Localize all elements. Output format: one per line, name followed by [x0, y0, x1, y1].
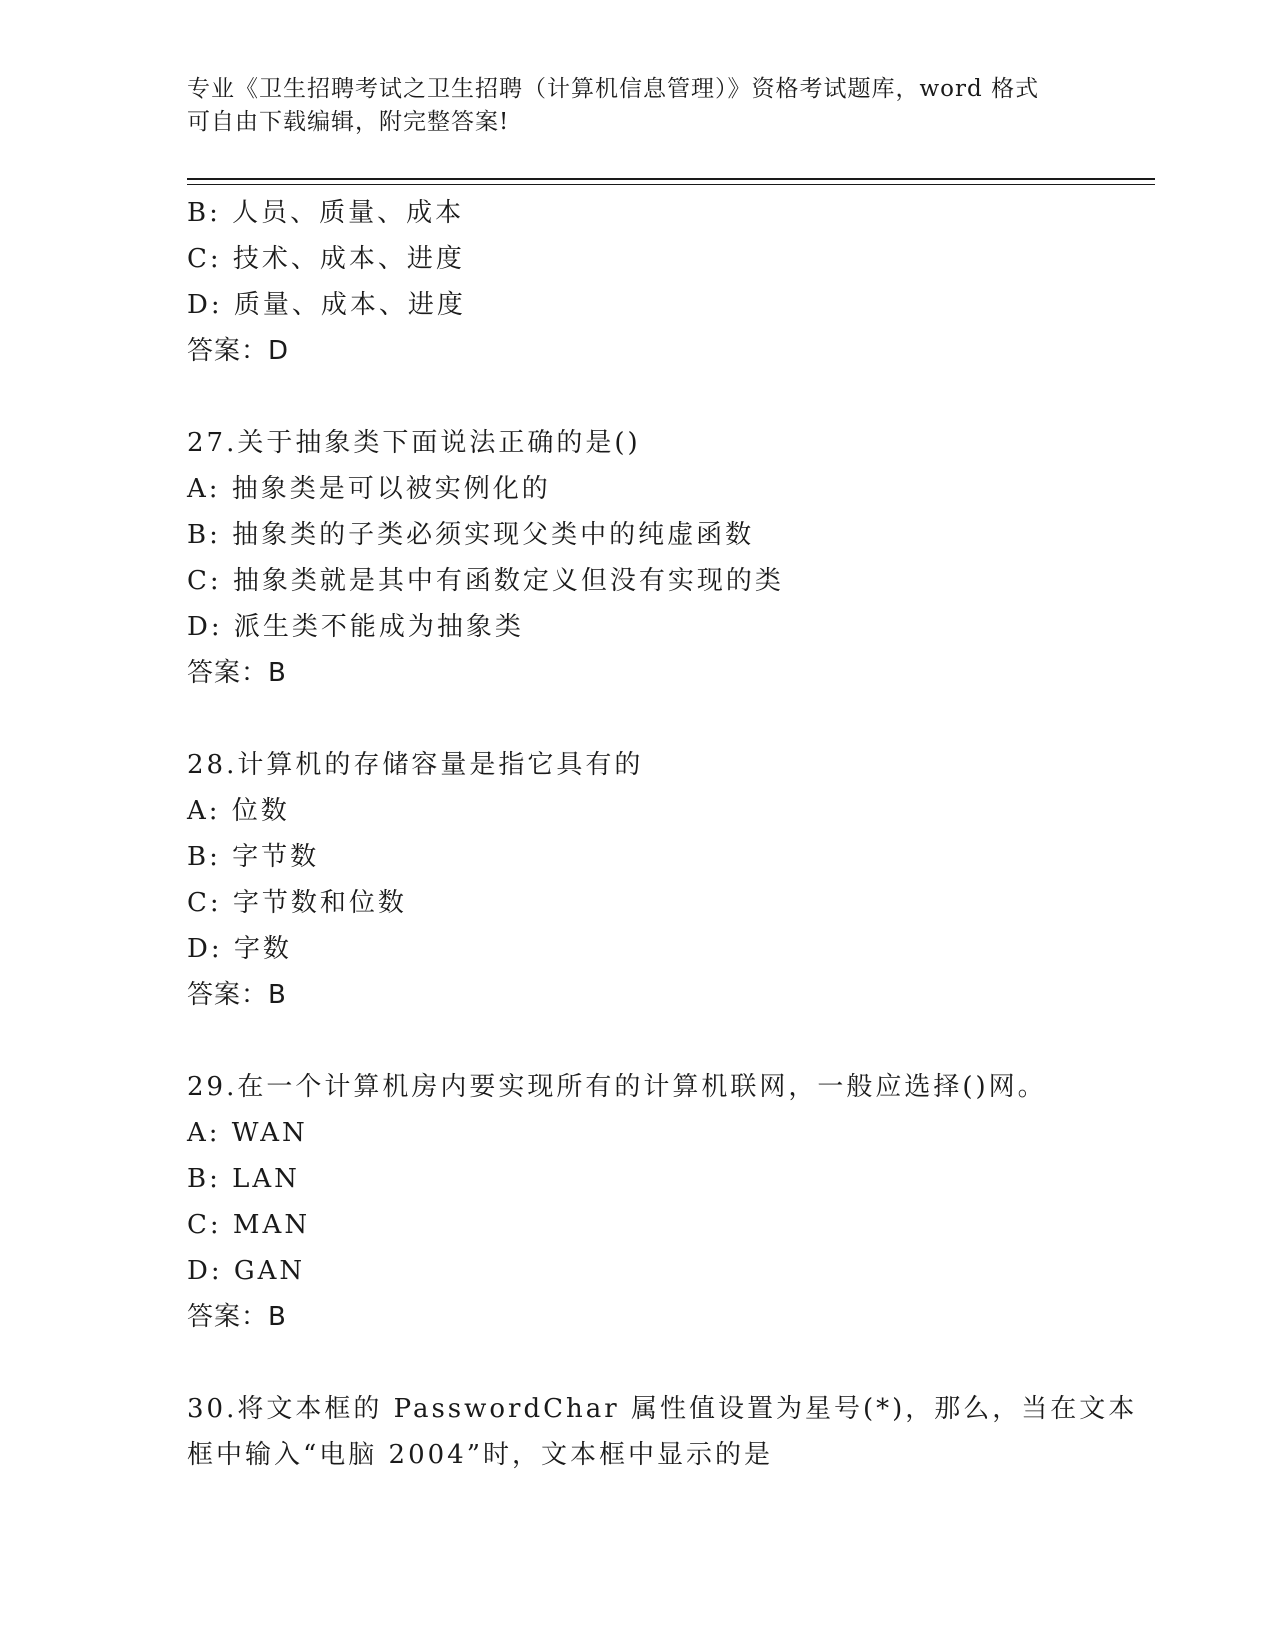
option-a: A: WAN — [187, 1118, 308, 1148]
question-29: 29.在一个计算机房内要实现所有的计算机联网，一般应选择()网。 — [187, 1072, 1047, 1102]
option-a: A: 抽象类是可以被实例化的 — [187, 474, 551, 504]
header-rule-thin — [187, 184, 1155, 185]
option-b: B: 人员、质量、成本 — [187, 198, 465, 228]
header-rule-thick — [187, 178, 1155, 180]
option-b: B: LAN — [187, 1164, 300, 1194]
question-30-line-1: 30.将文本框的 PasswordChar 属性值设置为星号(*)，那么，当在文本 — [187, 1394, 1138, 1424]
header-line-1: 专业《卫生招聘考试之卫生招聘（计算机信息管理）》资格考试题库，word 格式 — [187, 76, 1040, 102]
option-d: D: GAN — [187, 1256, 306, 1286]
answer-line: 答案：B — [187, 658, 287, 688]
question-28: 28.计算机的存储容量是指它具有的 — [187, 750, 644, 780]
option-b: B: 字节数 — [187, 842, 320, 872]
answer-line: 答案：B — [187, 980, 287, 1010]
option-c: C: MAN — [187, 1210, 311, 1240]
answer-line: 答案：D — [187, 336, 290, 366]
option-d: D: 派生类不能成为抽象类 — [187, 612, 524, 642]
question-list — [187, 190, 1138, 1478]
answer-line: 答案：B — [187, 1302, 287, 1332]
option-d: D: 字数 — [187, 934, 292, 964]
option-c: C: 抽象类就是其中有函数定义但没有实现的类 — [187, 566, 784, 596]
option-d: D: 质量、成本、进度 — [187, 290, 466, 320]
option-c: C: 技术、成本、进度 — [187, 244, 465, 274]
option-b: B: 抽象类的子类必须实现父类中的纯虚函数 — [187, 520, 755, 550]
question-30-line-2: 框中输入“电脑 2004”时，文本框中显示的是 — [187, 1440, 774, 1470]
header-line-2: 可自由下载编辑，附完整答案! — [187, 109, 510, 135]
option-a: A: 位数 — [187, 796, 290, 826]
question-27: 27.关于抽象类下面说法正确的是() — [187, 428, 641, 458]
document-header — [187, 73, 1087, 139]
option-c: C: 字节数和位数 — [187, 888, 407, 918]
